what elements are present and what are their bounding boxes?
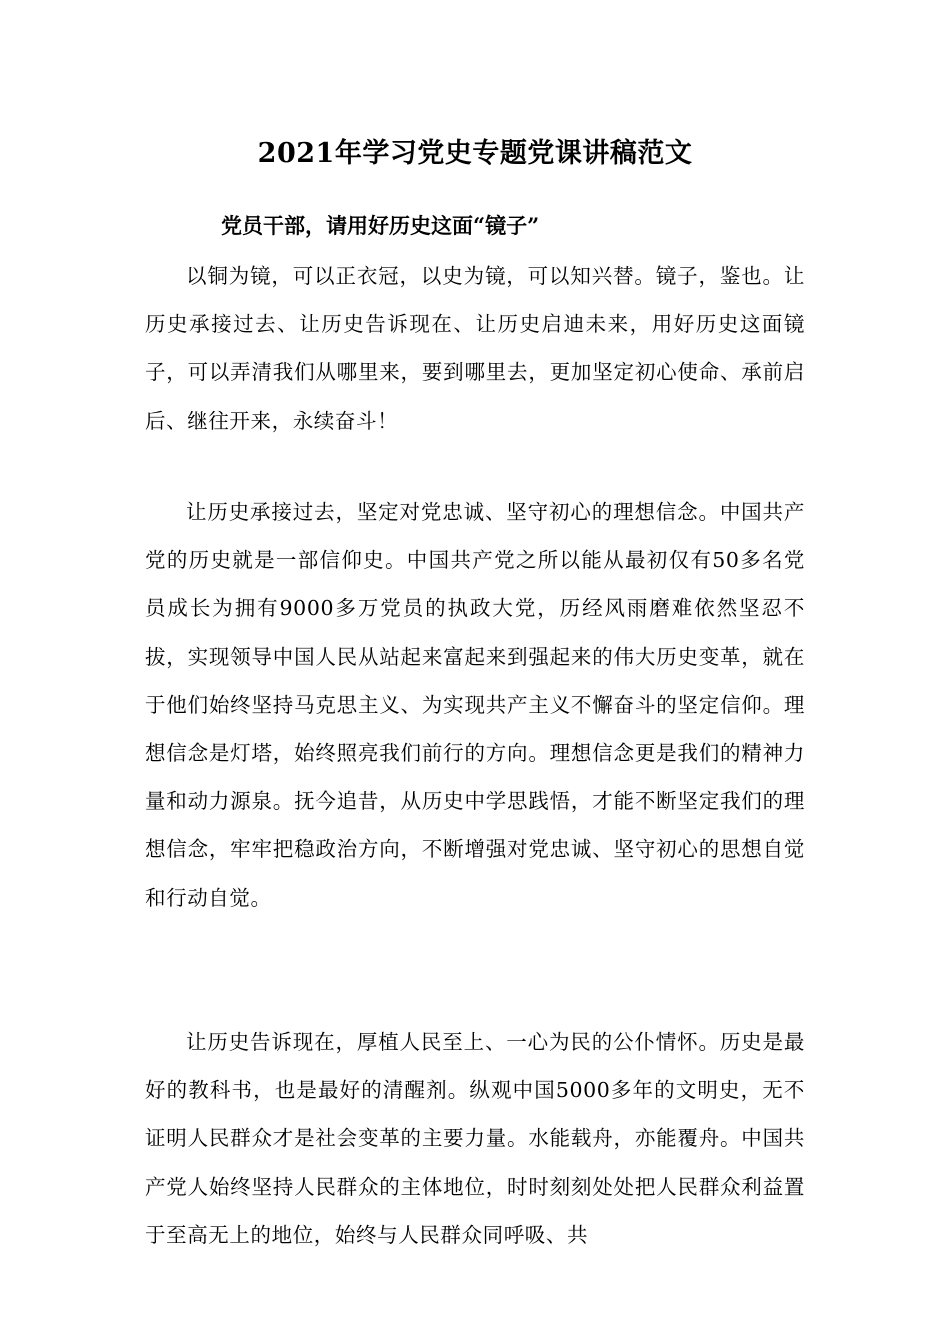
document-title: 2021年学习党史专题党课讲稿范文 [257, 138, 693, 169]
paragraph: 让历史告诉现在，厚植人民至上、一心为民的公仆情怀。历史是最好的教科书，也是最好的清醒剂。纵观中国5000多年的文明史，无不证明人民群众才是社会变革的主要力量。水能载舟，亦能覆舟。中国共产党人始终坚持人民群众的主体地位，时时刻刻处处把人民群众利益置于至高无上的地位，始终与人民群众同呼吸、共 [145, 1030, 805, 1247]
document-subtitle: 党员干部，请用好历史这面“镜子” [221, 213, 540, 238]
paragraph: 以铜为镜，可以正衣冠，以史为镜，可以知兴替。镜子，鉴也。让历史承接过去、让历史告诉现在、让历史启迪未来，用好历史这面镜子，可以弄清我们从哪里来，要到哪里去，更加坚定初心使命、承前启后、继往开来，永续奋斗！ [145, 264, 805, 433]
paragraph: 让历史承接过去，坚定对党忠诚、坚守初心的理想信念。中国共产党的历史就是一部信仰史。中国共产党之所以能从最初仅有50多名党员成长为拥有9000多万党员的执政大党，历经风雨磨难依然坚忍不拔，实现领导中国人民从站起来富起来到强起来的伟大历史变革，就在于他们始终坚持马克思主义、为实现共产主义不懈奋斗的坚定信仰。理想信念是灯塔，始终照亮我们前行的方向。理想信念更是我们的精神力量和动力源泉。抚今追昔，从历史中学思践悟，才能不断坚定我们的理想信念，牢牢把稳政治方向，不断增强对党忠诚、坚守初心的思想自觉和行动自觉。 [145, 500, 805, 910]
